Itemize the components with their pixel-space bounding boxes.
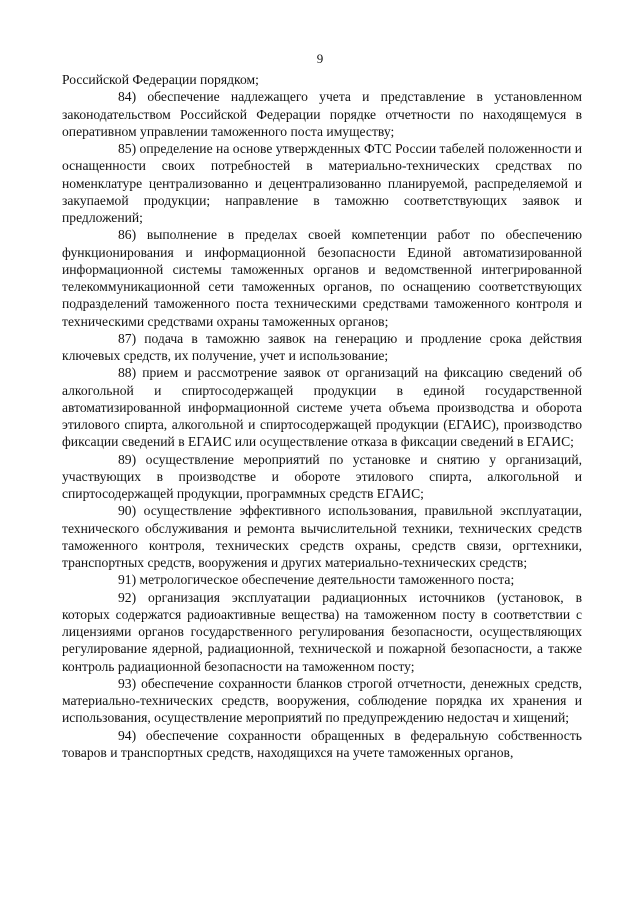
paragraph-84: 84) обеспечение надлежащего учета и представление в установленном законодательством Российской Федерации порядке отчетности по находящемуся в оперативном управлении таможенного поста имуществу; — [62, 89, 582, 139]
paragraph-90: 90) осуществление эффективного использования, правильной эксплуатации, технического обслуживания и ремонта вычислительной техники, технических средств таможенного контроля, технических средств охраны, средств связи, оргтехники, транспортных средств, вооружения и других материально-технических средств; — [62, 503, 582, 570]
paragraph-86: 86) выполнение в пределах своей компетенции работ по обеспечению функционирования и информационной безопасности Единой автоматизированной информационной системы таможенных органов и ведомственной интегрированной телекоммуникационной сети таможенных органов, по оснащению соответствующих подразделений таможенного поста техническими средствами таможенного контроля и техническими средствами охраны таможенных органов; — [62, 227, 582, 329]
paragraph-87: 87) подача в таможню заявок на генерацию и продление срока действия ключевых средств, их получение, учет и использование; — [62, 330, 582, 363]
paragraph-94: 94) обеспечение сохранности обращенных в федеральную собственность товаров и транспортных средств, находящихся на учете таможенных органов, — [62, 727, 582, 760]
paragraph-91: 91) метрологическое обеспечение деятельности таможенного поста; — [118, 572, 515, 588]
continuation-paragraph: Российской Федерации порядком; — [62, 72, 259, 87]
paragraph-92: 92) организация эксплуатации радиационных источников (установок, в которых содержатся радиоактивные вещества) на таможенном посту в соответствии с лицензиями органов государственного регулирования безопасности, осуществляющих регулирование ядерной, радиационной, технической и пожарной безопасности, а также контроль радиационной безопасности на таможенном посту; — [62, 589, 582, 674]
paragraph-88: 88) прием и рассмотрение заявок от организаций на фиксацию сведений об алкогольной и спиртосодержащей продукции в единой государственной автоматизированной информационной системе учета объема производства и оборота этилового спирта, алкогольной и спиртосодержащей продукции (ЕГАИС), производство фиксации сведений в ЕГАИС или осуществление отказа в фиксации сведений в ЕГАИС; — [62, 365, 582, 450]
page-number: 9 — [316, 51, 324, 66]
body-text — [62, 71, 582, 761]
paragraph-93: 93) обеспечение сохранности бланков строгой отчетности, денежных средств, материально-технических средств, вооружения, соблюдение порядка их хранения и использования, осуществление мероприятий по предупреждению недостач и хищений; — [62, 675, 582, 726]
paragraph-85: 85) определение на основе утвержденных ФТС России табелей положенности и оснащенности своих потребностей в материально-технических средствах по номенклатуре централизованно и децентрализованно планируемой, распределяемой и закупаемой продукции; направление в таможню соответствующих заявок и предложений; — [62, 141, 582, 225]
paragraph-89: 89) осуществление мероприятий по установке и снятию у организаций, участвующих в производстве и обороте этилового спирта, алкогольной и спиртосодержащей продукции, программных средств ЕГАИС; — [62, 451, 582, 501]
